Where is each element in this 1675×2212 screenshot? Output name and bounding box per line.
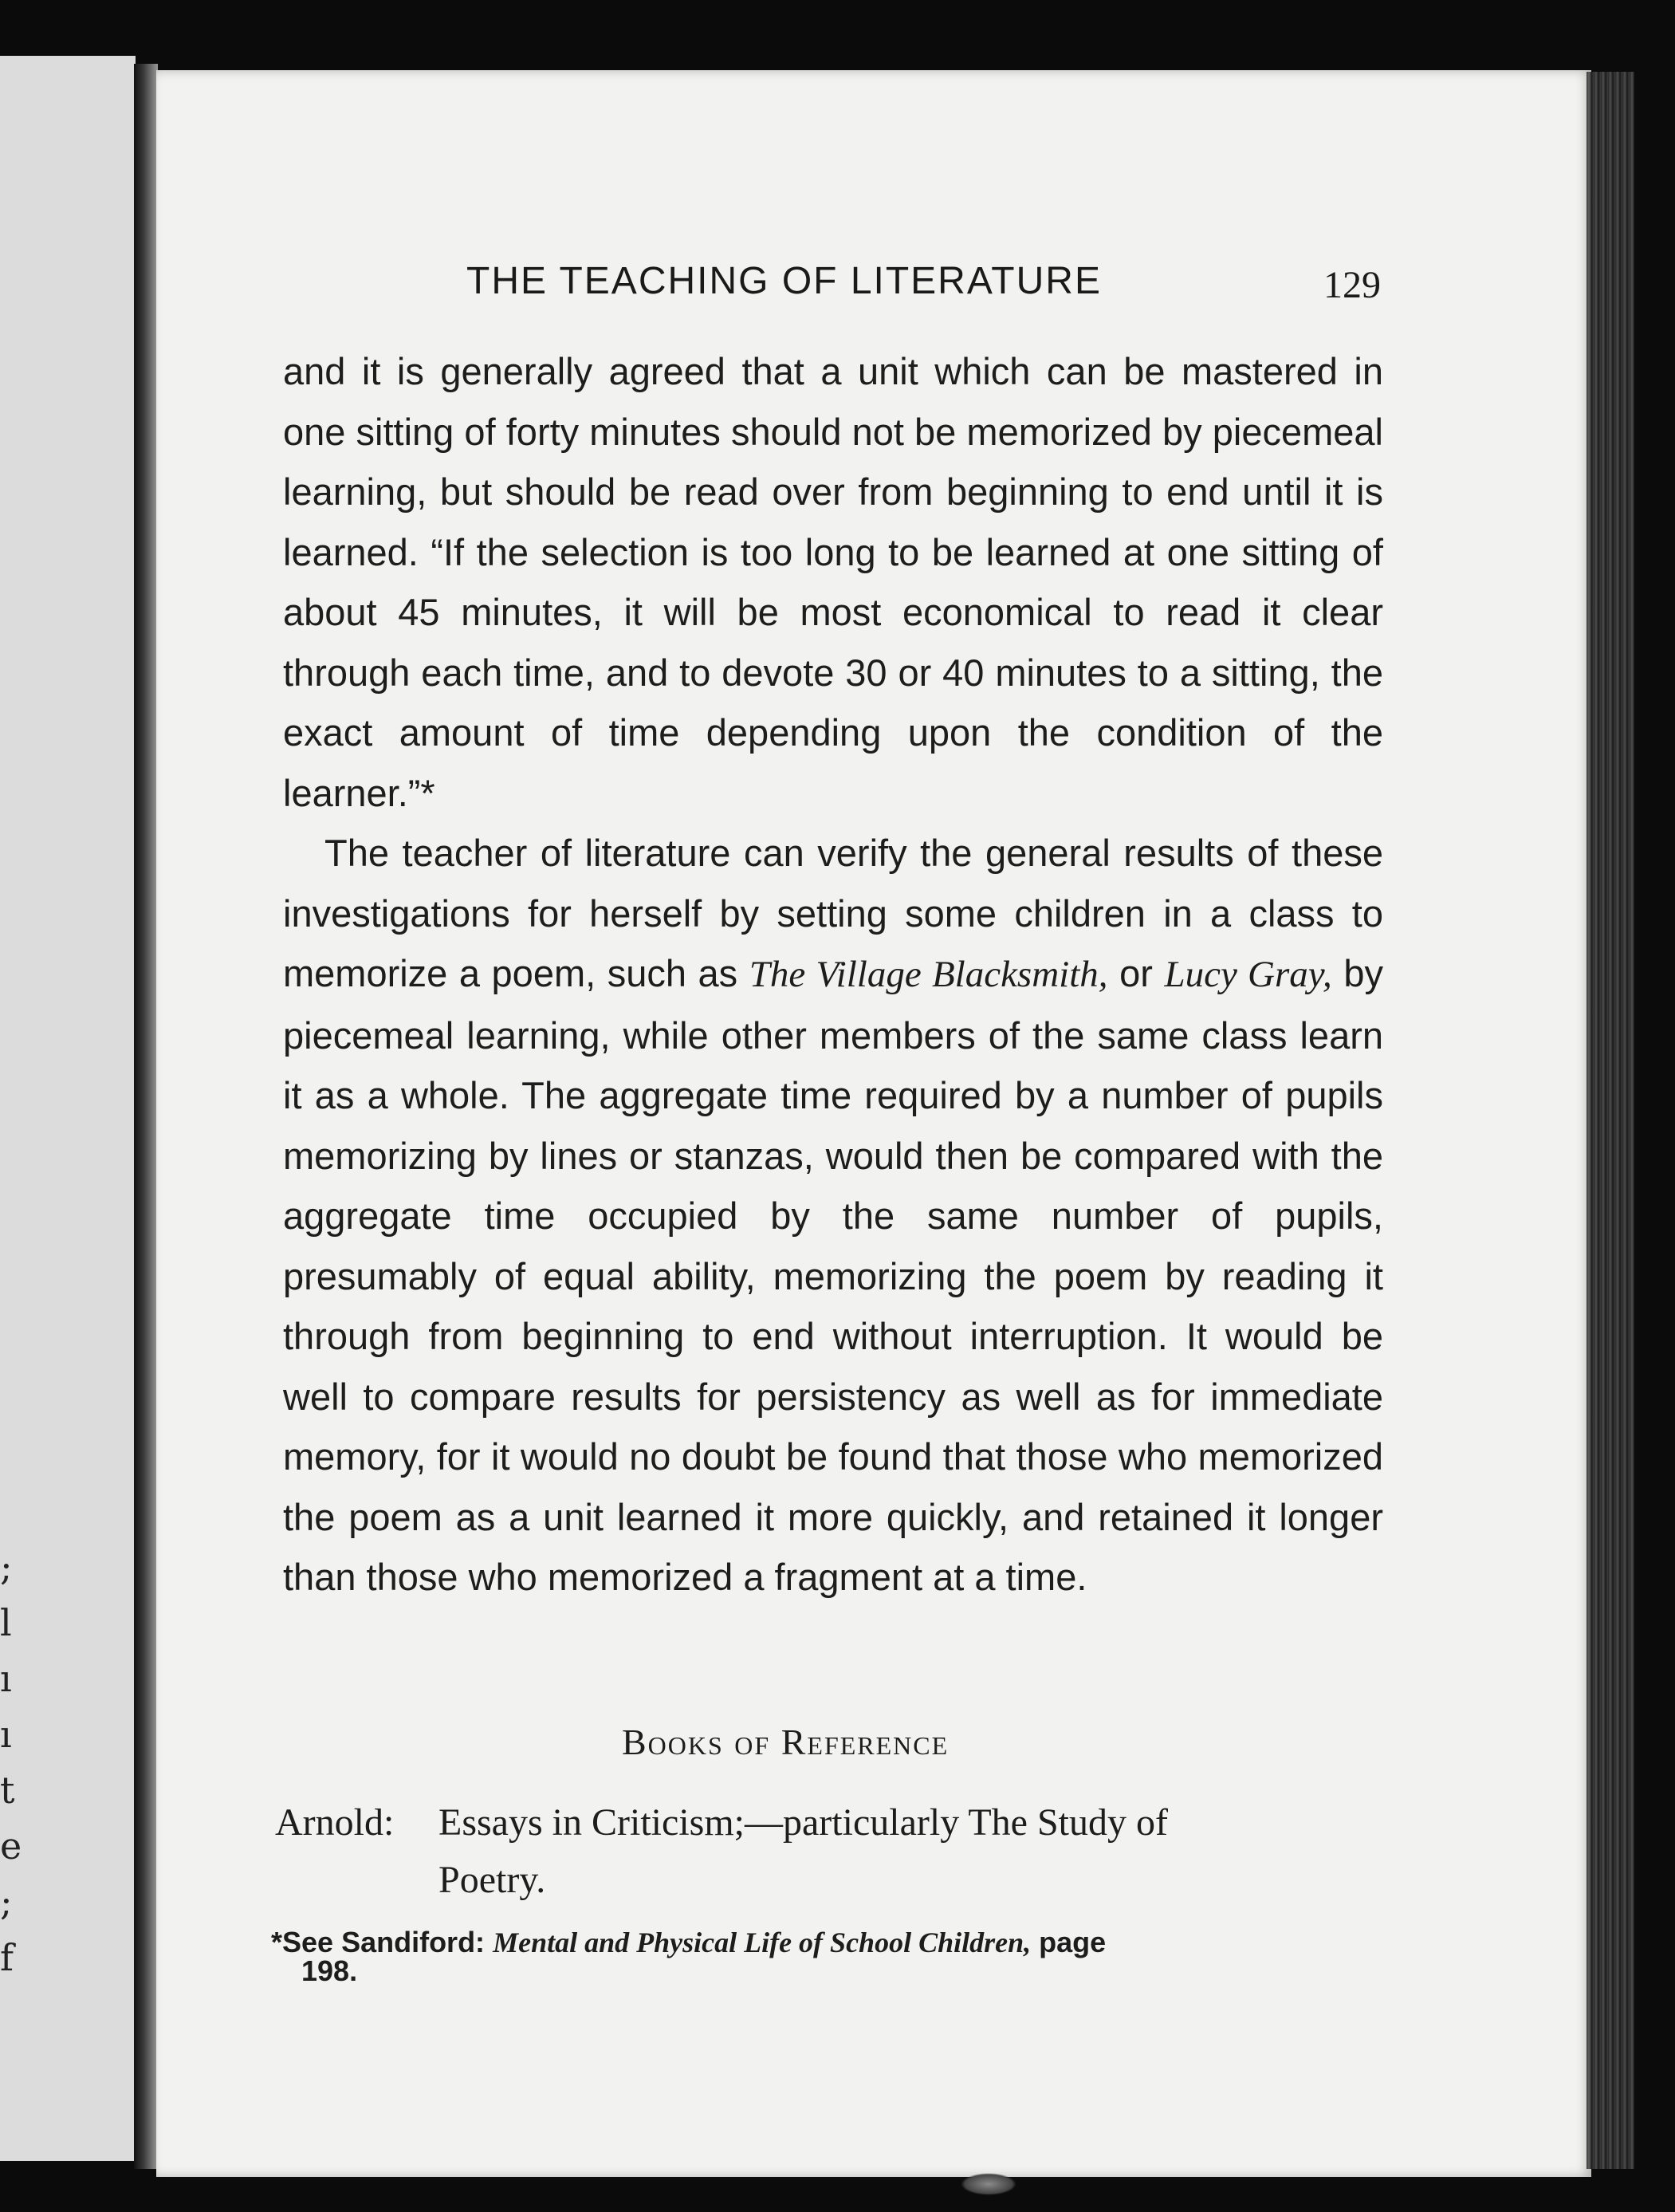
reference-title: Essays in Criticism;—particularly The Study of: [438, 1801, 1168, 1844]
left-page-edge: [0, 56, 136, 2161]
footnote: [271, 1928, 1387, 1986]
left-fragment: ;: [0, 1545, 13, 1588]
left-fragment: t: [0, 1769, 15, 1812]
paragraph-2: [283, 823, 1383, 1608]
footnote-page-label: page: [1039, 1926, 1107, 1958]
reference-line-1: [275, 1794, 1391, 1852]
left-fragment: ı: [0, 1713, 12, 1756]
body-text: [283, 341, 1383, 1608]
footnote-line-1: [271, 1928, 1387, 1957]
text-segment: by piecemeal learning, while other members of the same class learn it as a whole. The aggregate time required by a number of pupils memorizing by lines or stanzas, would then be compared with the aggregate time occupied by the same number of pupils, presumably of equal ability, memorizing the poem by reading it through from beginning to end without interruption. It would be well to compare results for persistency as well as for immediate memory, for it would no doubt be found that those who memorized the poem as a unit learned it more quickly, and retained it longer than those who memorized a fragment at a time.: [283, 952, 1383, 1598]
footnote-title: Mental and Physical Life of School Children,: [493, 1927, 1032, 1958]
page-number: 129: [1323, 264, 1381, 306]
text-segment: The teacher of literature can verify the general results of these investigations for herself by setting some children in a class to memorize a poem, such as: [283, 832, 1383, 994]
text-segment: and it is generally agreed that a unit which can be mastered in one sitting of forty minutes should not be memorized by piecemeal learning, but should be read over from beginning to end until it is learned. “If the selection is too long to be learned at one sitting of about 45 minutes, it will be most economical to read it clear through each time, and to devote 30 or 40 minutes to a sitting, the exact amount of time depending upon the condition of the learner.”*: [283, 350, 1383, 814]
left-fragment: ;: [0, 1880, 13, 1923]
poem-title: The Village Blacksmith,: [749, 954, 1108, 995]
left-page-fragments: [0, 1539, 32, 1986]
poem-title: Lucy Gray,: [1164, 954, 1332, 995]
page-stack-edge: [1587, 72, 1634, 2169]
running-head: THE TEACHING OF LITERATURE: [466, 260, 1102, 302]
paragraph-1: [283, 341, 1383, 823]
scan-speck: [961, 2173, 1016, 2195]
reference-author: Arnold:: [275, 1801, 395, 1844]
left-fragment: ı: [0, 1657, 12, 1700]
references-heading: Books of Reference: [622, 1722, 950, 1762]
footnote-page-number: 198.: [301, 1954, 358, 1987]
reference-entry: [275, 1794, 1391, 1909]
book-gutter: [134, 64, 158, 2169]
left-fragment: e: [0, 1824, 22, 1868]
reference-line-2: Poetry.: [438, 1859, 546, 1901]
left-fragment: f: [0, 1936, 14, 1979]
left-fragment: l: [0, 1601, 12, 1644]
text-segment: or: [1107, 952, 1165, 994]
footnote-author: *See Sandiford:: [271, 1926, 486, 1958]
